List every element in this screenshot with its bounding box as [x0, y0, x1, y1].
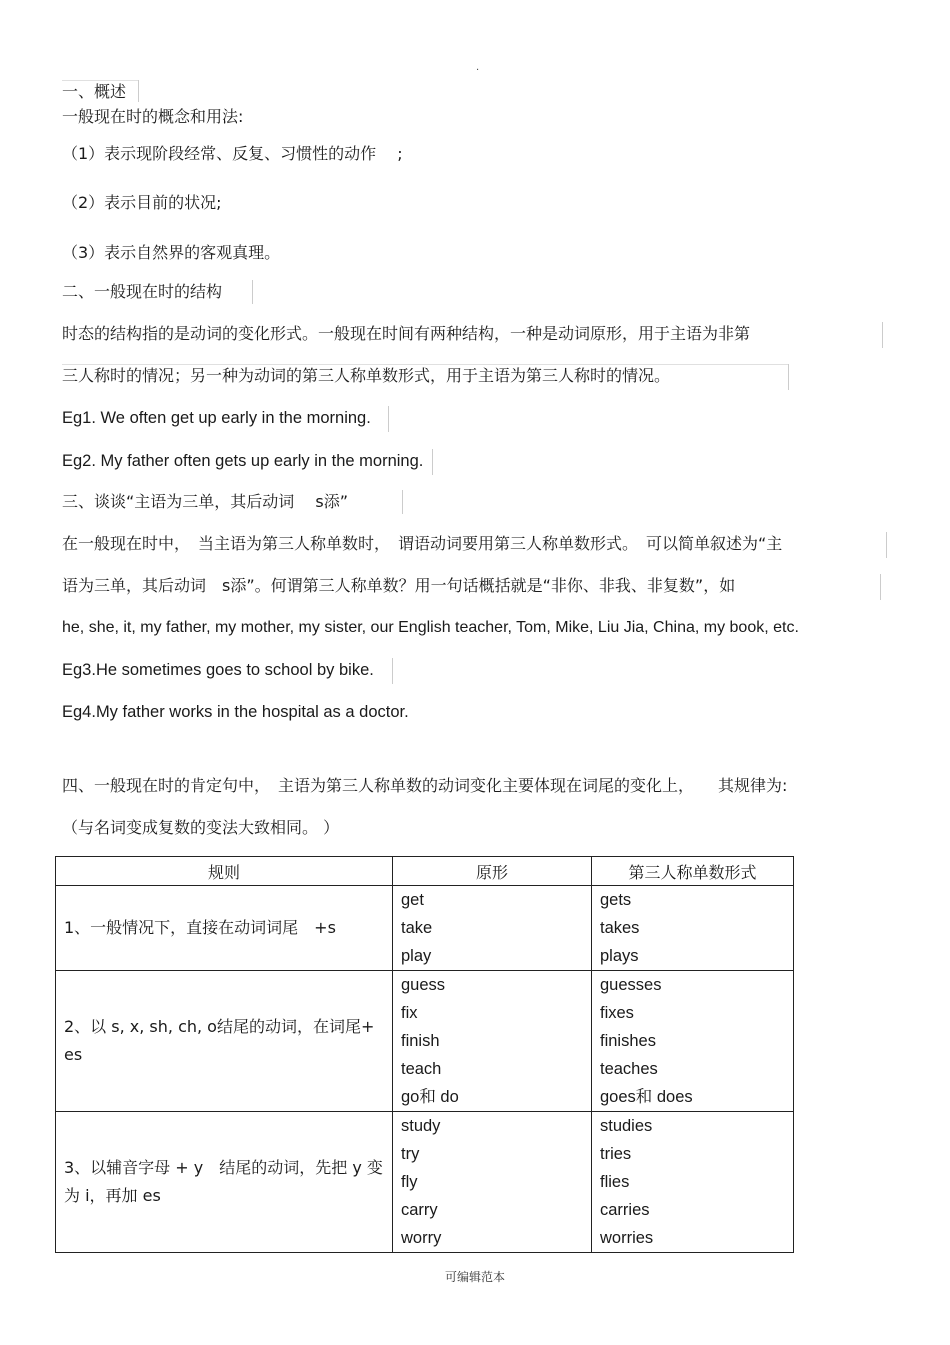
base-cell [393, 971, 592, 1112]
header-base-form: 原形 [393, 857, 592, 886]
rule-cell [56, 1112, 393, 1253]
rules-table [55, 856, 794, 1253]
divider [62, 80, 138, 81]
section4-line2: （与名词变成复数的变法大致相同。 ） [62, 818, 340, 837]
third-word: worries [600, 1229, 654, 1247]
base-cell [393, 1112, 592, 1253]
section1-item1: （1）表示现阶段经常、反复、习惯性的动作 ; [62, 144, 403, 163]
third-cell [592, 886, 794, 971]
section2-heading: 二、一般现在时的结构 [62, 282, 223, 301]
section2-para-line2: 三人称时的情况；另一种为动词的第三人称单数形式，用于主语为第三人称时的情况。 [62, 366, 671, 385]
rule-text: 2、以 s, x, sh, ch, o结尾的动词，在词尾+ es [64, 1017, 375, 1064]
example-3: Eg3.He sometimes goes to school by bike. [62, 661, 374, 679]
top-mark: . [476, 62, 480, 73]
divider [138, 80, 139, 102]
third-word: goes和 does [600, 1088, 693, 1106]
third-word: takes [600, 919, 640, 937]
third-cell [592, 1112, 794, 1253]
third-word: fixes [600, 1004, 634, 1022]
base-word: take [401, 919, 433, 937]
table-row [56, 1112, 794, 1253]
divider [62, 364, 788, 365]
divider [788, 364, 789, 390]
table-row [56, 971, 794, 1112]
third-cell [592, 971, 794, 1112]
section3-para-line1: 在一般现在时中， 当主语为第三人称单数时， 谓语动词要用第三人称单数形式。 可以简单叙述为“主 [62, 534, 783, 553]
base-cell [393, 886, 592, 971]
section3-heading: 三、谈谈“主语为三单，其后动词 s添” [62, 492, 349, 511]
section1-heading: 一、概述 [62, 82, 127, 101]
rule-text: 1、一般情况下，直接在动词词尾 +s [64, 918, 336, 937]
third-word: finishes [600, 1032, 656, 1050]
base-word: fix [401, 1004, 418, 1022]
divider [432, 449, 433, 475]
base-word: fly [401, 1173, 418, 1191]
divider [402, 490, 403, 514]
base-word: carry [401, 1201, 438, 1219]
example-4: Eg4.My father works in the hospital as a doctor. [62, 703, 409, 721]
section1-item3: （3）表示自然界的客观真理。 [62, 243, 281, 262]
section1-intro: 一般现在时的概念和用法: [62, 107, 244, 126]
section4-line1: 四、一般现在时的肯定句中， 主语为第三人称单数的动词变化主要体现在词尾的变化上， 其规律为: [62, 776, 788, 795]
third-word: studies [600, 1117, 653, 1135]
third-word: gets [600, 891, 632, 909]
third-word: tries [600, 1145, 632, 1163]
example-1: Eg1. We often get up early in the morning. [62, 409, 371, 427]
third-word: flies [600, 1173, 630, 1191]
base-word: worry [401, 1229, 442, 1247]
table-header-row [56, 857, 794, 886]
divider [882, 322, 883, 348]
third-word: carries [600, 1201, 650, 1219]
base-word: guess [401, 976, 446, 994]
section3-para-line3: he, she, it, my father, my mother, my sister, our English teacher, Tom, Mike, Liu Jia, China, my book, etc. [62, 619, 799, 636]
section2-para-line1: 时态的结构指的是动词的变化形式。一般现在时间有两种结构，一种是动词原形，用于主语为非第 [62, 324, 751, 343]
divider [252, 280, 253, 304]
base-word: play [401, 947, 432, 965]
divider [886, 532, 887, 558]
third-word: plays [600, 947, 639, 965]
base-word: get [401, 891, 424, 909]
rule-cell [56, 971, 393, 1112]
rule-cell [56, 886, 393, 971]
divider [392, 658, 393, 684]
header-rule: 规则 [56, 857, 393, 886]
base-word: study [401, 1117, 441, 1135]
rule-text: 3、以辅音字母 + y 结尾的动词，先把 y 变为 i，再加 es [64, 1158, 383, 1205]
base-word: try [401, 1145, 420, 1163]
section1-item2: （2）表示目前的状况; [62, 193, 222, 212]
table-row [56, 886, 794, 971]
header-third-person-form: 第三人称单数形式 [592, 857, 794, 886]
third-word: teaches [600, 1060, 658, 1078]
base-word: finish [401, 1032, 440, 1050]
page-footer: 可编辑范本 [444, 1270, 505, 1284]
divider [388, 406, 389, 432]
section3-para-line2: 语为三单，其后动词 s添”。何谓第三人称单数？用一句话概括就是“非你、非我、非复数”，如 [62, 576, 736, 595]
divider [880, 574, 881, 600]
base-word: go和 do [401, 1088, 459, 1106]
third-word: guesses [600, 976, 662, 994]
example-2: Eg2. My father often gets up early in the morning. [62, 452, 424, 470]
base-word: teach [401, 1060, 442, 1078]
